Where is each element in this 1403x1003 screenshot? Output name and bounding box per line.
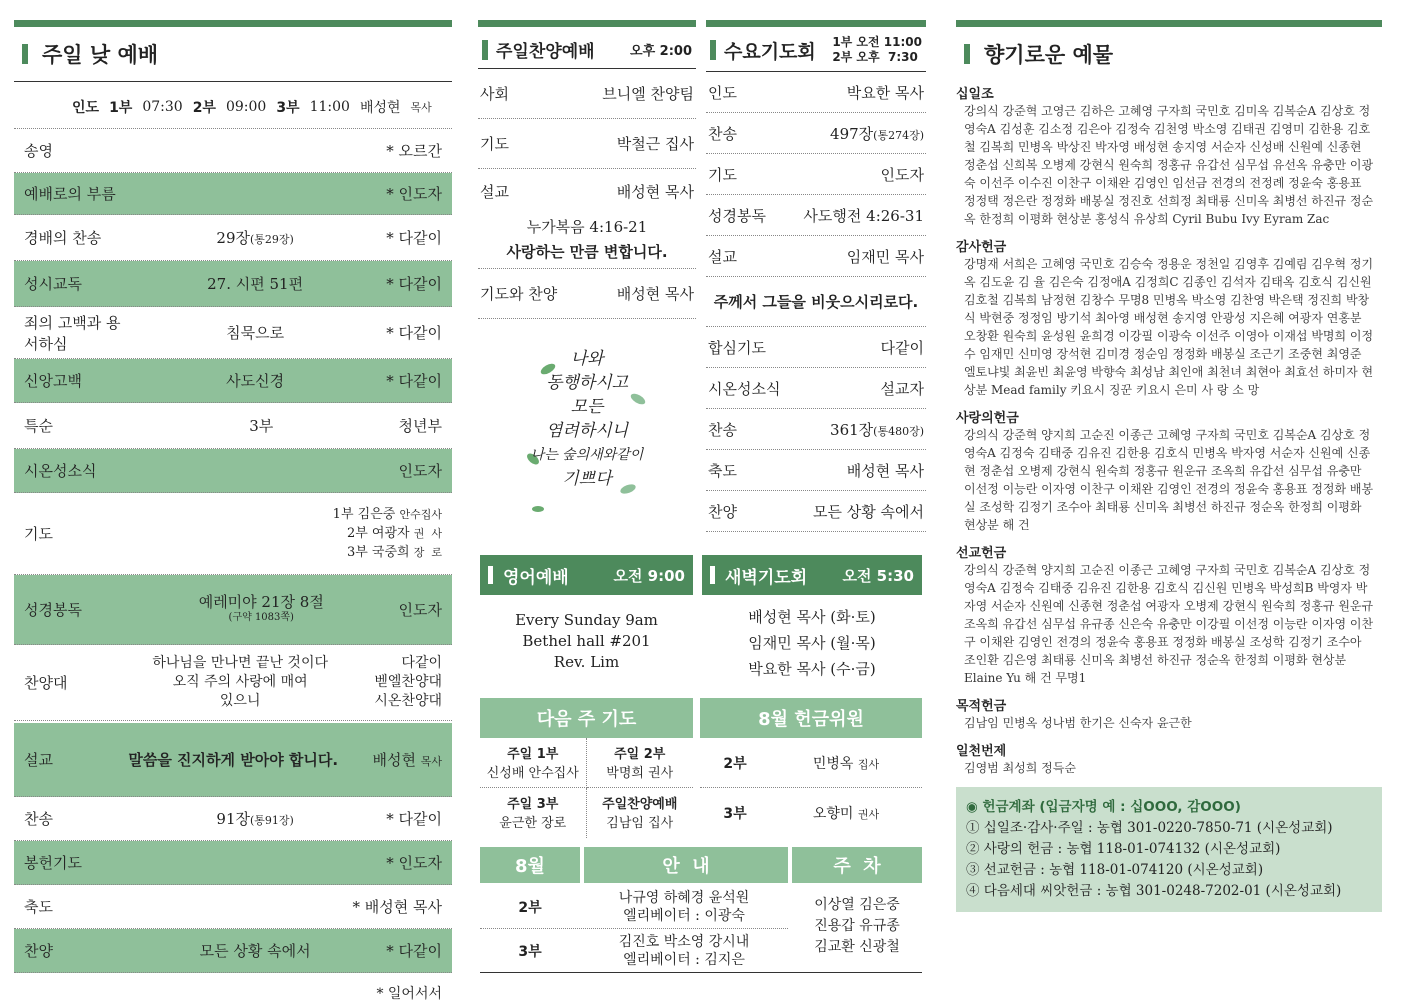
- offering-names: 강명재 서희은 고혜영 국민호 김승숙 정용운 정천일 김영후 김예림 김우혁 정기옥 김도윤 김 율 김은숙 김정애A 김정희C 김종인 김석자 김태옥 김호식 김신원 김호철 김복희 남정현 김창수 무명8 민병옥 박소영 김찬영 박은택 정진희 박창식 박현중 정정임 방기석 최아영 배성현 송지영 안광성 지은혜 여광자 연홍분 오창환 원숙희 윤성원 윤희경 이강필 이광숙 이선주 이영아 이재섭 박명희 이정수 임재민 신미영 장석현 김미경 정순임 정정화 배봉실 조근기 조중현 최영준 엘토냐빛 최윤빈 최윤영 박향숙 최성남 최인애 최천녀 최현아 최효선 하미자 현상분 Mead family 키요시 징꾼 키요시 은미 사 랑 소 망: [964, 257, 1374, 397]
- order-row: [14, 261, 452, 307]
- prayer-name: 여광자: [371, 526, 410, 541]
- prayer-part: 1부: [332, 507, 354, 522]
- leader-line: [14, 81, 452, 129]
- staff-role: 집사: [857, 757, 880, 771]
- cell-name: 신성배 안수집사: [486, 766, 579, 781]
- staff-row: [700, 788, 922, 838]
- afternoon-title: 주일찬양예배: [496, 42, 595, 62]
- wednesday-time1: 1부 오전 11:00: [832, 35, 922, 49]
- scripture-text: 예레미야 21장 8절: [198, 592, 324, 611]
- row-value: [798, 501, 924, 522]
- guide-row: [480, 885, 788, 929]
- row-value: [798, 460, 924, 481]
- wednesday-row: [706, 368, 926, 409]
- account-line: ③ 선교헌금 : 농협 118-01-074120 (시온성교회): [966, 862, 1264, 878]
- part1-time: 07:30: [142, 99, 183, 115]
- cell-name: 윤근한 장로: [499, 816, 567, 831]
- offering-group-title: 사랑의헌금: [956, 411, 1019, 426]
- row-value-text: 임재민 목사: [846, 247, 924, 266]
- part2-time: 09:00: [225, 99, 267, 115]
- dawn-line: 임재민 목사 (월·목): [748, 634, 876, 652]
- order-rows-2: [14, 797, 452, 973]
- row-right: * 다같이: [386, 324, 442, 342]
- row-label: 기도: [480, 135, 509, 153]
- row-label: 특순: [24, 417, 53, 435]
- parking-names: 진용갑 유규종: [814, 918, 900, 934]
- wednesday-row: [706, 409, 926, 450]
- choir-group: 벧엘찬양대: [374, 674, 442, 690]
- part3-time: 11:00: [309, 99, 350, 115]
- wednesday-rows: [706, 72, 926, 277]
- row-label: 축도: [708, 461, 737, 480]
- row-label: 설교: [480, 183, 509, 201]
- scripture-page: (구약 1083쪽): [228, 611, 294, 623]
- row-right: * 인도자: [386, 185, 442, 203]
- offering-group-title: 목적헌금: [956, 699, 1007, 714]
- calligraphy-art: [478, 329, 696, 529]
- row-value-text: 배성현 목사: [846, 461, 924, 480]
- row-label: 봉헌기도: [24, 854, 82, 872]
- guide-part: 3부: [518, 944, 542, 960]
- offering-names: 강의식 강준혁 양지희 고순진 이종근 고혜영 구자희 국민호 김복순A 김상호 정영숙A 김정숙 김태중 김유진 김한용 김호식 김신원 민병옥 박성희B 박영자 박자영 서순자 신원예 신종현 정춘섭 여광자 오병제 강현식 원숙희 정홍규 원운규 조옥희 유갑선 심무섭 유규종 신은숙 유충만 이강필 이선정 이능란 이자영 이찬구 이채완 김영인 전경의 정윤숙 홍용표 정정화 배봉실 조성학 김정기 조수아 조인환 김은영 최태룡 신미옥 최병선 하진규 정순옥 한정희 이평화 현상분 Elaine Yu 해 건 무명1: [964, 563, 1374, 685]
- wednesday-row: [706, 236, 926, 277]
- row-content: [124, 370, 386, 391]
- top-bar: [14, 20, 452, 27]
- account-line: ② 사랑의 헌금 : 농협 118-01-074132 (시온성교회): [966, 841, 1281, 857]
- section-title: [14, 27, 452, 75]
- row-label: 축도: [24, 898, 53, 916]
- row-label: 기도: [708, 165, 737, 184]
- wednesday-title: 수요기도회: [724, 40, 816, 63]
- title-mark: [964, 44, 970, 64]
- calligraphy-line: 나는 숲의새와같이: [530, 447, 644, 463]
- offerings-column: [956, 20, 1382, 912]
- top-bar: [478, 20, 696, 27]
- row-right: * 다같이: [386, 942, 442, 960]
- order-rows-1: [14, 129, 452, 493]
- row-content-note: (통29장): [249, 233, 294, 246]
- account-line: ① 십일조·감사·주일 : 농협 301-0220-7850-71 (시온성교회): [966, 820, 1333, 836]
- afternoon-column: [478, 20, 696, 529]
- dawn-line: 박요한 목사 (수·금): [748, 660, 876, 678]
- prayer-role: 장 로: [413, 546, 442, 559]
- row-right: * 다같이: [386, 810, 442, 828]
- row-label: 찬송: [708, 420, 737, 439]
- cell-name: 김남임 집사: [606, 816, 674, 831]
- order-row: [14, 797, 452, 841]
- row-label: 합심기도: [708, 338, 766, 357]
- order-row: [14, 449, 452, 493]
- row-value: 박철근 집사: [616, 135, 694, 153]
- row-right: * 배성현 목사: [352, 898, 442, 916]
- english-line: Bethel hall #201: [522, 632, 651, 650]
- guide-elevator: 엘리베이터 : 김지은: [623, 952, 745, 968]
- offerings-title: 향기로운 예물: [984, 43, 1114, 67]
- calligraphy-line: 동행하시고: [545, 373, 629, 393]
- order-row: [14, 841, 452, 885]
- title-mark: [22, 44, 28, 64]
- section-title: [956, 27, 1382, 75]
- row-label: 예배로의 부름: [24, 185, 116, 203]
- english-header: [480, 555, 693, 595]
- offering-group-title: 선교헌금: [956, 546, 1007, 561]
- next-prayer-cell: [587, 738, 694, 788]
- staff-role: 권사: [857, 808, 880, 821]
- choir-label: 찬양대: [24, 674, 68, 692]
- offering-names: 강의식 강준혁 양지희 고순진 이종근 고혜영 구자희 국민호 김복순A 김상호 정영숙A 김정숙 김태중 김유진 김한용 김호식 민병옥 박자영 서순자 신원예 신종현 정춘섭 오병제 강현식 원숙희 정홍규 원운규 조옥희 유갑선 심무섭 유충만 이선정 이능란 이자영 이찬구 이채완 김영인 전경의 정윤숙 홍용표 정정화 배봉실 조성학 김정기 조수아 최태룡 신미옥 최병선 하진규 정순옥 한정희 이평화 현상분 해 건: [964, 428, 1374, 532]
- row-value: 배성현 목사: [616, 183, 694, 201]
- row-value: [798, 419, 924, 440]
- afternoon-sermon: 사랑하는 만큼 변합니다.: [506, 243, 668, 261]
- prayer-name: 국중희: [371, 545, 410, 560]
- afternoon-row: [478, 269, 696, 319]
- wednesday-time2: 2부 오후 7:30: [832, 50, 918, 64]
- row-value: 배성현 목사: [616, 285, 694, 303]
- row-label: 사회: [480, 85, 509, 103]
- row-right: * 다같이: [386, 229, 442, 247]
- prayer-part: 3부: [346, 545, 368, 560]
- guide-names: 나규영 하혜경 윤석원: [618, 889, 750, 906]
- row-value: [798, 82, 924, 103]
- guide-row: [480, 929, 788, 973]
- next-prayer-cell: [480, 788, 587, 838]
- part2-label: 2부: [192, 100, 216, 116]
- cell-head: 주일 3부: [507, 797, 559, 812]
- row-content: [124, 322, 386, 343]
- row-label: 인도: [708, 83, 737, 102]
- choir-song: 오직 주의 사랑에 매여: [172, 674, 308, 690]
- staff-part: 2부: [723, 755, 747, 772]
- guide-part: 2부: [518, 899, 542, 916]
- row-value: [798, 164, 924, 185]
- wednesday-row: [706, 154, 926, 195]
- next-prayer-header: 다음 주 기도: [480, 698, 693, 738]
- afternoon-time: 오후 2:00: [630, 44, 692, 59]
- top-bar: [706, 20, 926, 27]
- parking-title: 주 차: [792, 847, 922, 883]
- prayer-role: 권 사: [413, 527, 442, 540]
- wednesday-row: [706, 72, 926, 113]
- prayer-role: 안수집사: [399, 508, 442, 521]
- afternoon-sermon-block: [478, 169, 696, 269]
- english-time: 오전 9:00: [613, 566, 685, 585]
- account-line: ④ 다음세대 씨앗헌금 : 농협 301-0248-7202-01 (시온성교회): [966, 883, 1342, 899]
- row-value-note: (통480장): [873, 424, 924, 438]
- row-right: 청년부: [398, 417, 442, 435]
- wednesday-row: [706, 491, 926, 532]
- next-prayer-grid: [480, 738, 693, 838]
- row-right: * 다같이: [386, 275, 442, 293]
- guide-table: [480, 885, 788, 973]
- offering-groups: [956, 83, 1382, 777]
- sermon-title: 말씀을 진지하게 받아야 합니다.: [128, 751, 339, 769]
- row-content-text: 사도신경: [226, 372, 285, 390]
- row-content-text: 침묵으로: [226, 324, 285, 342]
- leader-role: 목사: [410, 101, 432, 114]
- afternoon-scripture: 누가복음 4:16-21: [526, 218, 648, 236]
- cell-name: 박명희 권사: [606, 766, 674, 781]
- next-prayer-cell: [480, 738, 587, 788]
- row-label: 시온성소식: [708, 379, 781, 398]
- english-title: 영어예배: [503, 567, 569, 588]
- offering-group-title: 일천번제: [956, 744, 1007, 759]
- scripture-reader: 인도자: [398, 601, 442, 619]
- wednesday-column: [706, 20, 926, 532]
- staff-name: 민병옥: [812, 755, 854, 772]
- english-line: Every Sunday 9am: [515, 611, 658, 629]
- row-value: [798, 246, 924, 267]
- prayer-line: [124, 543, 442, 562]
- row-content-text: 27. 시편 51편: [207, 275, 304, 293]
- row-value-text: 모든 상황 속에서: [813, 502, 924, 521]
- row-label: 찬양: [24, 942, 53, 960]
- staff-row: [700, 738, 922, 788]
- calligraphy-line: 모든: [570, 397, 604, 417]
- choir-group: 시온찬양대: [374, 693, 442, 709]
- account-title: ◉ 헌금계좌 (입금자명 예 : 십OOO, 감OOO): [966, 799, 1241, 815]
- offering-staff-table: [700, 738, 922, 838]
- sermon-role: 목사: [420, 755, 442, 768]
- wednesday-row: [706, 195, 926, 236]
- cell-head: 주일 1부: [507, 747, 559, 762]
- offering-names: 강의식 강준혁 고영근 김하은 고혜영 구자희 국민호 김미옥 김복순A 김상호 정영숙A 김성훈 김소정 김은아 김정숙 김천영 박소영 김태권 김영미 김한용 김호철 김복희 민병옥 박상진 박자영 배성현 송지영 서순자 신성배 신원예 신종현 정춘섭 신희복 오병제 강현식 원숙희 정홍규 유갑선 심무섭 유선옥 유충만 이광숙 이선주 이수진 이찬구 이채완 김영인 임선금 전경의 전정례 정윤숙 홍용표 정정택 정은란 정정화 배봉실 정진호 선희정 최태룡 신미옥 최병선 하진규 정순옥 한정희 이평화 현상분 홍성식 유상희 Cyril Bubu Ivy Eyram Zac: [964, 104, 1374, 226]
- row-value: [798, 337, 924, 358]
- cell-head: 주일 2부: [614, 747, 666, 762]
- row-label: 죄의 고백과 용서하심: [24, 313, 121, 353]
- guide-title: 안 내: [584, 847, 788, 883]
- row-label: 설교: [708, 247, 737, 266]
- row-value-text: 설교자: [880, 379, 924, 398]
- guide-month: 8월: [480, 847, 580, 883]
- section-title: [706, 27, 926, 71]
- row-content-text: 모든 상황 속에서: [199, 942, 311, 960]
- scripture-row: [14, 575, 452, 645]
- staff-part: 3부: [723, 806, 747, 822]
- section-title: [478, 27, 696, 68]
- sermon-label: 설교: [24, 751, 53, 769]
- english-info: [480, 610, 693, 673]
- row-label: 송영: [24, 142, 53, 160]
- calligraphy-line: 기쁘다: [562, 469, 612, 489]
- dawn-line: 배성현 목사 (화·토): [748, 608, 876, 626]
- afternoon-row: [478, 69, 696, 119]
- row-label: 찬송: [708, 124, 737, 143]
- account-box: [956, 787, 1382, 912]
- row-content-text: 91장: [216, 810, 250, 828]
- standing-note: * 일어서서: [376, 986, 442, 1002]
- parking-names: 이상열 김은중: [814, 897, 900, 913]
- row-value-text: 다같이: [880, 338, 924, 357]
- parking-list: [792, 895, 922, 958]
- order-row: [14, 215, 452, 261]
- order-row: [14, 359, 452, 403]
- choir-song: 있으니: [219, 693, 261, 709]
- row-content: [124, 273, 386, 294]
- order-row: [14, 929, 452, 973]
- bottom-line: [480, 972, 922, 973]
- row-value-text: 사도행전 4:26-31: [803, 206, 924, 225]
- row-label: 기도와 찬양: [480, 285, 558, 303]
- offering-names: 김영범 최성희 정득순: [964, 761, 1076, 775]
- choir-song: 하나님을 만나면 끝난 것이다: [152, 655, 328, 671]
- prayer-label: 기도: [24, 525, 53, 543]
- next-prayer-cell: [587, 788, 694, 838]
- sermon-by: 배성현: [372, 751, 416, 769]
- choir-group: 다같이: [401, 655, 442, 671]
- row-label: 신앙고백: [24, 372, 82, 390]
- offering-staff-header: 8월 헌금위원: [700, 698, 922, 738]
- row-value-text: 361장: [830, 420, 874, 439]
- prayer-line: [124, 524, 442, 543]
- scripture-label: 성경봉독: [24, 601, 82, 619]
- offering-group-title: 십일조: [956, 87, 994, 102]
- row-label: 경배의 찬송: [24, 229, 102, 247]
- afternoon-row: [478, 119, 696, 169]
- row-label: 찬송: [24, 810, 53, 828]
- guide-elevator: 엘리베이터 : 이광숙: [623, 907, 745, 924]
- row-content-text: 3부: [249, 417, 274, 435]
- sunday-title: 주일 낮 예배: [42, 43, 159, 67]
- prayer-row: [14, 493, 452, 575]
- row-content: [124, 940, 386, 961]
- top-bar: [956, 20, 1382, 27]
- row-label: 시온성소식: [24, 462, 97, 480]
- order-row: [14, 885, 452, 929]
- row-content: [124, 415, 399, 436]
- calligraphy-line: 염려하시니: [545, 421, 629, 441]
- row-value-note: (통274장): [873, 128, 924, 142]
- staff-name: 오향미: [812, 806, 854, 822]
- row-right: 인도자: [398, 462, 442, 480]
- row-content: [124, 808, 386, 829]
- row-content-note: (통91장): [249, 814, 294, 827]
- row-right: * 인도자: [386, 854, 442, 872]
- prayer-line: [124, 505, 442, 524]
- dawn-title: 새벽기도회: [725, 567, 808, 588]
- row-value-text: 497장: [830, 124, 874, 143]
- wednesday-row: [706, 113, 926, 154]
- row-value-text: 박요한 목사: [846, 83, 924, 102]
- offering-group-title: 감사헌금: [956, 240, 1007, 255]
- title-mark: [482, 40, 488, 60]
- row-label: 찬양: [708, 502, 737, 521]
- leader-name: 배성현: [359, 100, 401, 116]
- wednesday-sermon: [706, 277, 926, 327]
- part3-label: 3부: [276, 100, 300, 116]
- cell-head: 주일찬양예배: [602, 797, 678, 812]
- prayer-name: 김은중: [357, 507, 396, 522]
- title-mark: [710, 40, 716, 60]
- wednesday-row: [706, 327, 926, 368]
- choir-row: [14, 645, 452, 721]
- row-content-text: 29장: [216, 229, 250, 247]
- order-row: [14, 403, 452, 449]
- dawn-header: [702, 555, 922, 595]
- parking-names: 김교환 신광철: [814, 939, 900, 955]
- row-value-text: 인도자: [880, 165, 924, 184]
- guide-header: [480, 847, 922, 883]
- row-right: * 다같이: [386, 372, 442, 390]
- offering-names: 김남임 민병옥 성나범 한기은 신숙자 윤근한: [964, 716, 1192, 730]
- row-right: * 오르간: [386, 142, 442, 160]
- dawn-time: 오전 5:30: [842, 566, 914, 585]
- dawn-info: [702, 604, 922, 682]
- wednesday-row: [706, 450, 926, 491]
- wednesday-sermon-title: 주께서 그들을 비웃으시리로다.: [713, 293, 919, 311]
- row-content: [124, 227, 386, 248]
- sermon-row: [14, 721, 452, 797]
- leader-label: 인도: [72, 100, 100, 116]
- row-value: [798, 378, 924, 399]
- row-value: [798, 123, 924, 144]
- guide-names: 김진호 박소영 강시내: [618, 934, 750, 950]
- row-value: 브니엘 찬양팀: [602, 85, 694, 103]
- prayer-part: 2부: [346, 526, 368, 541]
- row-label: 성경봉독: [708, 206, 766, 225]
- row-label: 성시교독: [24, 275, 82, 293]
- order-row: [14, 129, 452, 173]
- wednesday-rows: [706, 327, 926, 532]
- sunday-column: [14, 20, 452, 1003]
- part1-label: 1부: [109, 100, 133, 116]
- calligraphy-line: 나와: [570, 349, 604, 369]
- english-line: Rev. Lim: [553, 653, 620, 671]
- order-row: [14, 307, 452, 359]
- row-value: [798, 205, 924, 226]
- order-row: [14, 173, 452, 215]
